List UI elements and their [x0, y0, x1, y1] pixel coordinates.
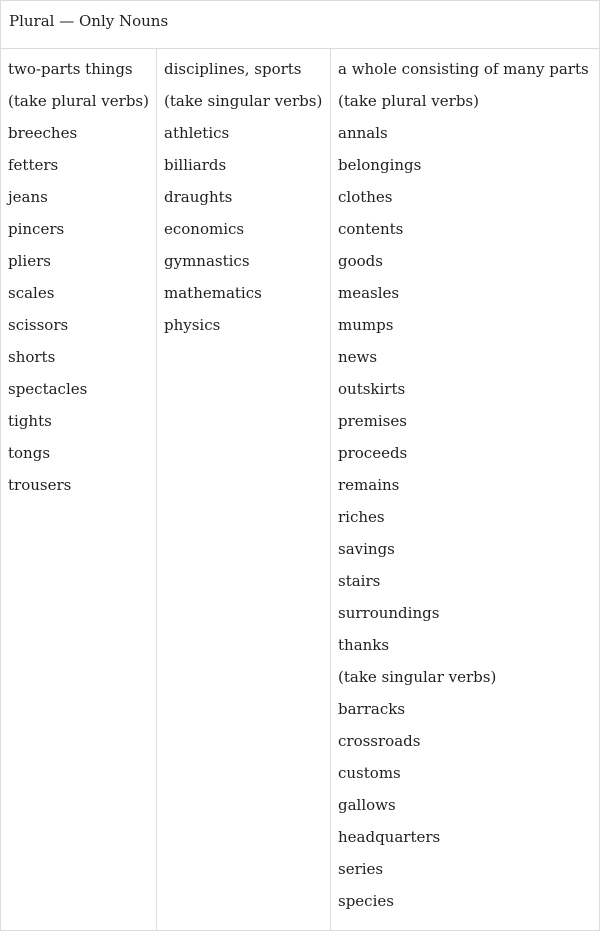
list-item: barracks — [338, 700, 406, 718]
list-item: series — [338, 860, 384, 878]
list-item: clothes — [338, 188, 393, 206]
list-item: annals — [338, 124, 388, 142]
table-columns — [1, 49, 599, 931]
list-item: (take singular verbs) — [164, 92, 323, 110]
list-item: gymnastics — [164, 252, 250, 270]
list-item: remains — [338, 476, 400, 494]
list-item: a whole consisting of many parts — [338, 60, 589, 78]
list-item: breeches — [8, 124, 78, 142]
list-item: pliers — [8, 252, 51, 270]
list-item: thanks — [338, 636, 390, 654]
list-item: (take plural verbs) — [338, 92, 479, 110]
list-item: gallows — [338, 796, 396, 814]
list-item: pincers — [8, 220, 65, 238]
list-item: surroundings — [338, 604, 440, 622]
list-item: scissors — [8, 316, 69, 334]
list-item: trousers — [8, 476, 72, 494]
list-item: headquarters — [338, 828, 441, 846]
list-item: disciplines, sports — [164, 60, 302, 78]
list-item: savings — [338, 540, 395, 558]
list-item: athletics — [164, 124, 230, 142]
list-item: (take singular verbs) — [338, 668, 497, 686]
list-item: belongings — [338, 156, 422, 174]
table-title: Plural — Only Nouns — [1, 1, 599, 49]
list-item: tights — [8, 412, 52, 430]
list-item: stairs — [338, 572, 381, 590]
list-item: mumps — [338, 316, 394, 334]
list-item: fetters — [8, 156, 59, 174]
list-item: contents — [338, 220, 404, 238]
list-item: species — [338, 892, 394, 910]
list-item: mathematics — [164, 284, 262, 302]
list-item: physics — [164, 316, 221, 334]
column-disciplines-sports — [157, 49, 331, 931]
list-item: economics — [164, 220, 245, 238]
list-item: outskirts — [338, 380, 406, 398]
list-item: premises — [338, 412, 407, 430]
list-item: scales — [8, 284, 55, 302]
list-item: news — [338, 348, 378, 366]
list-item: (take plural verbs) — [8, 92, 149, 110]
list-item: shorts — [8, 348, 56, 366]
list-item: customs — [338, 764, 401, 782]
list-item: tongs — [8, 444, 51, 462]
list-item: crossroads — [338, 732, 421, 750]
list-item: draughts — [164, 188, 233, 206]
list-item: spectacles — [8, 380, 88, 398]
column-two-parts-things — [1, 49, 157, 931]
list-item: proceeds — [338, 444, 408, 462]
list-item: measles — [338, 284, 400, 302]
list-item: billiards — [164, 156, 227, 174]
list-item: two-parts things — [8, 60, 133, 78]
column-whole-many-parts — [331, 49, 599, 931]
list-item: jeans — [8, 188, 48, 206]
list-item: riches — [338, 508, 385, 526]
list-item: goods — [338, 252, 383, 270]
